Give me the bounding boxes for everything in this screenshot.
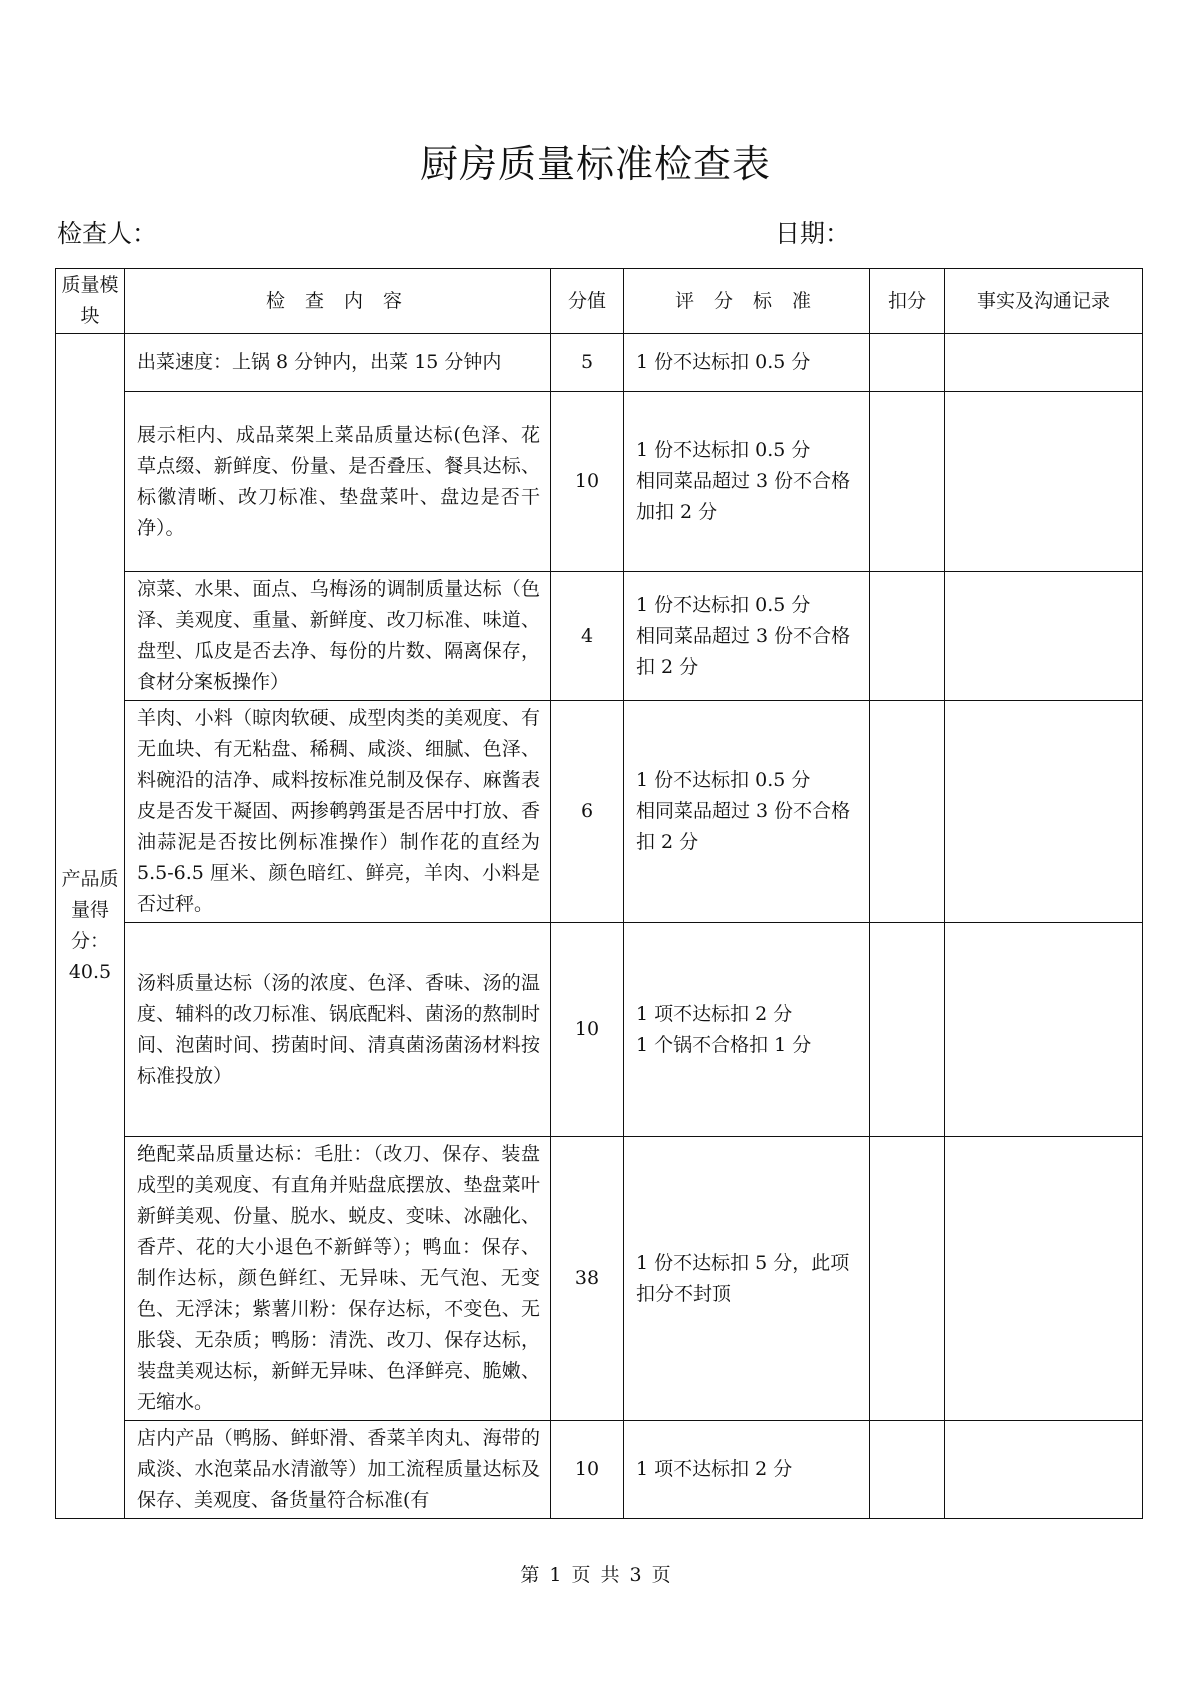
table-row xyxy=(56,701,1143,923)
standard-line: 1 份不达标扣 0.5 分 xyxy=(636,351,811,373)
deduction-cell[interactable] xyxy=(870,923,945,1137)
header-module: 质量模块 xyxy=(56,269,125,334)
table-row xyxy=(56,572,1143,701)
row-score: 4 xyxy=(551,572,624,701)
date-label: 日期： xyxy=(775,219,851,248)
deduction-cell[interactable] xyxy=(870,701,945,923)
deduction-cell[interactable] xyxy=(870,572,945,701)
table-row xyxy=(56,334,1143,392)
row-standard xyxy=(624,334,870,392)
row-standard xyxy=(624,1421,870,1519)
standard-line: 1 项不达标扣 2 分 xyxy=(636,1458,793,1480)
table-row xyxy=(56,1421,1143,1519)
row-standard xyxy=(624,1137,870,1421)
standard-line: 相同菜品超过 3 份不合格扣 2 分 xyxy=(636,624,851,678)
row-score: 38 xyxy=(551,1137,624,1421)
row-content: 店内产品（鸭肠、鲜虾滑、香菜羊肉丸、海带的咸淡、水泡菜品水清澈等）加工流程质量达标及保存、美观度、备货量符合标准(有 xyxy=(125,1421,551,1519)
row-score: 6 xyxy=(551,701,624,923)
row-standard xyxy=(624,923,870,1137)
row-score: 10 xyxy=(551,1421,624,1519)
standard-line: 1 份不达标扣 0.5 分 xyxy=(636,593,811,616)
header-record: 事实及沟通记录 xyxy=(945,269,1143,334)
standard-line: 1 份不达标扣 0.5 分 xyxy=(636,439,811,461)
record-cell[interactable] xyxy=(945,1137,1143,1421)
row-score: 10 xyxy=(551,392,624,572)
standard-line: 1 项不达标扣 2 分 xyxy=(636,1002,793,1025)
standard-line: 相同菜品超过 3 份不合格加扣 2 分 xyxy=(636,470,851,523)
row-score: 5 xyxy=(551,334,624,392)
module-label: 产品质量得分：40.5 xyxy=(61,868,119,983)
deduction-cell[interactable] xyxy=(870,1137,945,1421)
table-row xyxy=(56,1137,1143,1421)
deduction-cell[interactable] xyxy=(870,334,945,392)
row-standard xyxy=(624,392,870,572)
inspection-table xyxy=(55,268,1143,1519)
row-content: 汤料质量达标（汤的浓度、色泽、香味、汤的温度、辅料的改刀标准、锅底配料、菌汤的熬制时间、泡菌时间、捞菌时间、清真菌汤菌汤材料按标准投放） xyxy=(125,923,551,1137)
row-content: 展示柜内、成品菜架上菜品质量达标(色泽、花草点缀、新鲜度、份量、是否叠压、餐具达标、标徽清晰、改刀标准、垫盘菜叶、盘边是否干净）。 xyxy=(125,392,551,572)
record-cell[interactable] xyxy=(945,923,1143,1137)
row-content: 羊肉、小料（晾肉软硬、成型肉类的美观度、有无血块、有无粘盘、稀稠、咸淡、细腻、色泽、料碗沿的洁净、咸料按标准兑制及保存、麻酱表皮是否发干凝固、两掺鹌鹑蛋是否居中打放、香油蒜泥是否按比例标准操作）制作花的直经为 5.5-6.5 厘米、颜色暗红、鲜亮，羊肉、小料是否过秤。 xyxy=(125,701,551,923)
page-footer: 第 1 页 共 3 页 xyxy=(520,1564,671,1586)
record-cell[interactable] xyxy=(945,1421,1143,1519)
row-content: 凉菜、水果、面点、乌梅汤的调制质量达标（色泽、美观度、重量、新鲜度、改刀标准、味道、盘型、瓜皮是否去净、每份的片数、隔离保存，食材分案板操作） xyxy=(125,572,551,701)
standard-line: 相同菜品超过 3 份不合格扣 2 分 xyxy=(636,800,851,853)
table-header-row xyxy=(56,269,1143,334)
record-cell[interactable] xyxy=(945,701,1143,923)
header-score: 分值 xyxy=(551,269,624,334)
row-content: 出菜速度：上锅 8 分钟内，出菜 15 分钟内 xyxy=(125,334,551,392)
table-row xyxy=(56,392,1143,572)
header-content: 检 查 内 容 xyxy=(125,269,551,334)
record-cell[interactable] xyxy=(945,334,1143,392)
inspector-label: 检查人： xyxy=(57,219,158,248)
record-cell[interactable] xyxy=(945,392,1143,572)
row-content: 绝配菜品质量达标：毛肚：（改刀、保存、装盘成型的美观度、有直角并贴盘底摆放、垫盘菜叶新鲜美观、份量、脱水、蜕皮、变味、冰融化、香芹、花的大小退色不新鲜等）；鸭血：保存、制作达标，颜色鲜红、无异味、无气泡、无变色、无浮沫；紫薯川粉：保存达标，不变色、无胀袋、无杂质；鸭肠：清洗、改刀、保存达标，装盘美观达标，新鲜无异味、色泽鲜亮、脆嫩、无缩水。 xyxy=(125,1137,551,1421)
table-row xyxy=(56,923,1143,1137)
row-standard xyxy=(624,572,870,701)
row-score: 10 xyxy=(551,923,624,1137)
deduction-cell[interactable] xyxy=(870,392,945,572)
header-standard: 评 分 标 准 xyxy=(624,269,870,334)
page-title: 厨房质量标准检查表 xyxy=(419,142,771,186)
module-cell xyxy=(56,334,125,1519)
header-deduction: 扣分 xyxy=(870,269,945,334)
deduction-cell[interactable] xyxy=(870,1421,945,1519)
standard-line: 1 份不达标扣 5 分，此项扣分不封顶 xyxy=(636,1251,850,1305)
row-standard xyxy=(624,701,870,923)
record-cell[interactable] xyxy=(945,572,1143,701)
standard-line: 1 个锅不合格扣 1 分 xyxy=(636,1033,812,1056)
standard-line: 1 份不达标扣 0.5 分 xyxy=(636,769,811,791)
